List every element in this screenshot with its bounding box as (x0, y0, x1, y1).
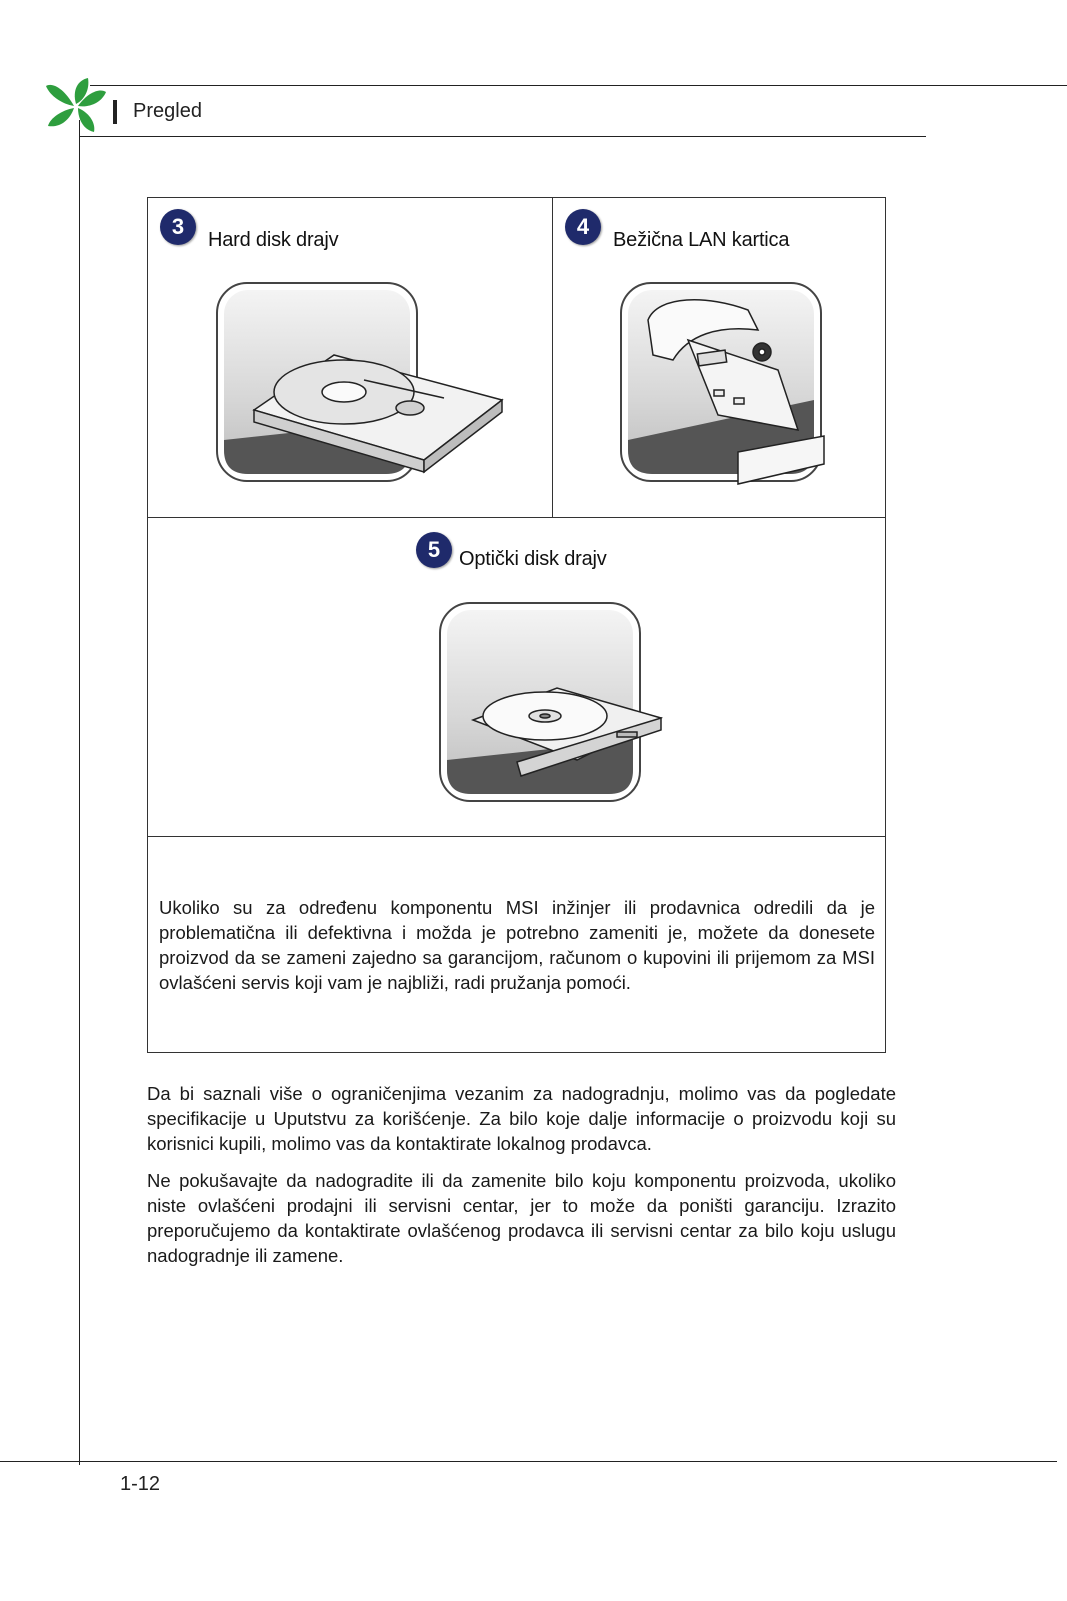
component-number-badge: 5 (416, 532, 452, 568)
hard-disk-drive-illustration (214, 280, 506, 484)
header-separator-bar (113, 100, 117, 124)
component-title-wlan: Bežična LAN kartica (613, 229, 790, 251)
paragraph-upgrade-info: Da bi saznali više o ograničenjima vezanim za nadogradnju, molimo vas da pogledate specifikacije u Uputstvu za korišćenje. Za bilo koje dalje informacije o proizvodu koji su korisnici kupili, molimo vas da kontaktirate lokalnog prodavca. (147, 1083, 896, 1154)
left-margin-rule (79, 120, 80, 1465)
page-title: Pregled (133, 100, 202, 122)
header-top-rule (90, 85, 1067, 86)
wireless-lan-card-illustration (618, 280, 832, 490)
paragraph-warning: Ne pokušavajte da nadogradite ili da zamenite bilo koju komponentu proizvoda, ukoliko niste ovlašćeni prodajni ili servisni centar, jer to može da poništi garanciju. Izrazito preporučujemo da kontaktirate ovlašćenog prodavca ili servisni centar za bilo koju uslugu nadogradnje ili zamene. (147, 1170, 896, 1266)
component-number-badge: 4 (565, 209, 601, 245)
component-title-odd: Optički disk drajv (459, 548, 607, 570)
footer-rule (0, 1461, 1057, 1462)
optical-disk-drive-illustration (437, 600, 667, 804)
component-number-badge: 3 (160, 209, 196, 245)
notice-text: Ukoliko su za određenu komponentu MSI inžinjer ili prodavnica odredili da je problematična ili defektivna i možda je potrebno zameniti je, možete da donesete proizvod da se zameni zajedno sa garancijom, računom o kupovini ili prijemom za MSI ovlašćeni servis koji vam je najbliži, radi pružanja pomoći. (159, 897, 875, 993)
header-bottom-rule (79, 136, 926, 137)
component-title-hdd: Hard disk drajv (208, 229, 339, 251)
msi-leaf-logo-icon (44, 78, 108, 134)
page-number: 1-12 (120, 1473, 161, 1495)
